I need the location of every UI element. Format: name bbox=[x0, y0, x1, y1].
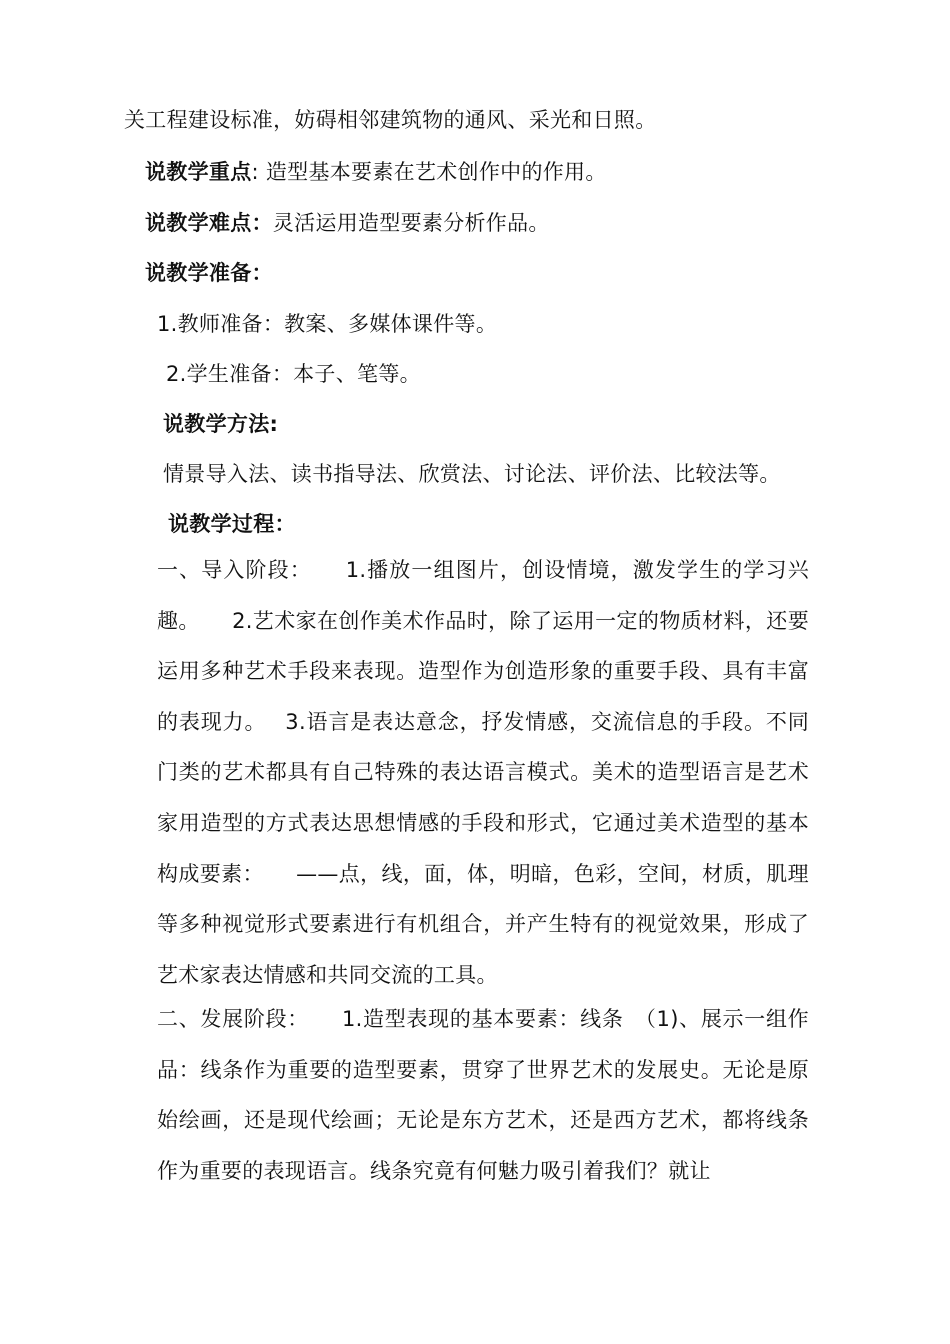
teaching-key-point-text: : 造型基本要素在艺术创作中的作用。 bbox=[251, 160, 607, 184]
teaching-difficulty bbox=[145, 209, 550, 237]
teaching-preparation-heading: 说教学准备： bbox=[145, 261, 273, 285]
teaching-method-text: 情景导入法、读书指导法、欣赏法、讨论法、评价法、比较法等。 bbox=[163, 462, 781, 486]
teaching-difficulty-text: 灵活运用造型要素分析作品。 bbox=[272, 211, 550, 235]
intro-stage-paragraph: 一、导入阶段： 1.播放一组图片，创设情境，激发学生的学习兴趣。 2.艺术家在创作美术作品时，除了运用一定的物质材料，还要运用多种艺术手段来表现。造型作为创造形象的重要手段、具有丰富的表现力。 3.语言是表达意念，抒发情感，交流信息的手段。不同门类的艺术都具有自己特殊的表达语言模式。美术的造型语言是艺术家用造型的方式表达思想情感的手段和形式，它通过美术造型的基本构成要素： ——点，线，面，体，明暗，色彩，空间，材质，肌理等多种视觉形式要素进行有机组合，并产生特有的视觉效果，形成了艺术家表达情感和共同交流的工具。 bbox=[157, 558, 809, 987]
development-stage-paragraph: 二、发展阶段： 1.造型表现的基本要素：线条 （1)、展示一组作品：线条作为重要的造型要素，贯穿了世界艺术的发展史。无论是原始绘画，还是现代绘画；无论是东方艺术，还是西方艺术，都将线条作为重要的表现语言。线条究竟有何魅力吸引着我们？就让 bbox=[157, 1007, 809, 1183]
teaching-key-point bbox=[145, 158, 607, 186]
teaching-method-heading: 说教学方法: bbox=[163, 412, 279, 436]
teacher-preparation: 1.教师准备：教案、多媒体课件等。 bbox=[157, 312, 498, 336]
continued-text-line: 关工程建设标准，妨碍相邻建筑物的通风、采光和日照。 bbox=[124, 108, 657, 132]
teaching-difficulty-label: 说教学难点： bbox=[145, 211, 273, 235]
teaching-process-heading: 说教学过程： bbox=[168, 512, 296, 536]
student-preparation: 2.学生准备：本子、笔等。 bbox=[166, 362, 421, 386]
teaching-key-point-label: 说教学重点 bbox=[145, 160, 252, 184]
